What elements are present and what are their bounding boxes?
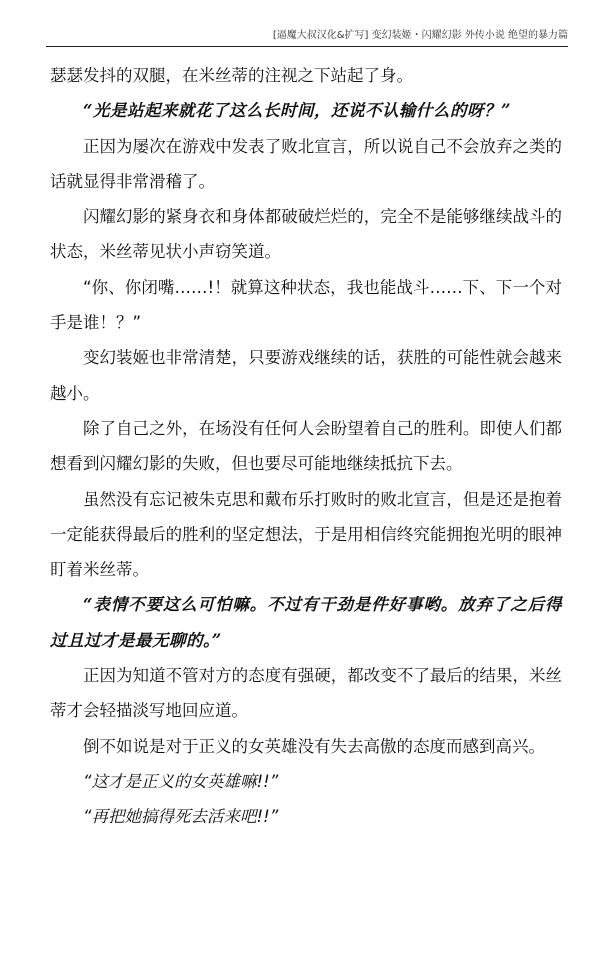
paragraph: 倒不如说是对于正义的女英雄没有失去高傲的态度而感到高兴。 [83, 736, 545, 756]
paragraph-crowd-shout: “再把她搞得死去活来吧!!” [83, 807, 279, 827]
paragraph-dialogue: “表情不要这么可怕嘛。不过有干劲是件好事哟。放弃了之后得过且过才是最无聊的。” [50, 595, 562, 650]
paragraph-dialogue: “光是站起来就花了这么长时间，还说不认输什么的呀？” [83, 101, 511, 121]
page-body [50, 58, 562, 835]
paragraph: 正因为屡次在游戏中发表了败北宣言，所以说自己不会放弃之类的话就显得非常滑稽了。 [50, 136, 562, 191]
paragraph: 虽然没有忘记被朱克思和戴布乐打败时的败北宣言，但是还是抱着一定能获得最后的胜利的坚定想法，于是用相信终究能拥抱光明的眼神盯着米丝蒂。 [50, 489, 562, 580]
paragraph: 除了自己之外，在场没有任何人会盼望着自己的胜利。即使人们都想看到闪耀幻影的失败，但也要尽可能地继续抵抗下去。 [50, 418, 562, 474]
paragraph: 闪耀幻影的紧身衣和身体都破破烂烂的，完全不是能够继续战斗的状态，米丝蒂见状小声窃笑道。 [50, 207, 562, 262]
paragraph: 正因为知道不管对方的态度有强硬，都改变不了最后的结果，米丝蒂才会轻描淡写地回应道。 [50, 666, 562, 721]
paragraph: 瑟瑟发抖的双腿，在米丝蒂的注视之下站起了身。 [50, 66, 413, 85]
running-header: [逼魔大叔汉化&扩写] 变幻装姬・闪耀幻影 外传小说 绝望的暴力篇 [46, 28, 568, 47]
paragraph-dialogue: “你、你闭嘴……!！就算这种状态，我也能战斗……下、下一个对手是谁！？” [50, 277, 562, 333]
paragraph-crowd-shout: “这才是正义的女英雄嘛!!” [83, 771, 279, 791]
paragraph: 变幻装姬也非常清楚，只要游戏继续的话，获胜的可能性就会越来越小。 [50, 348, 562, 403]
